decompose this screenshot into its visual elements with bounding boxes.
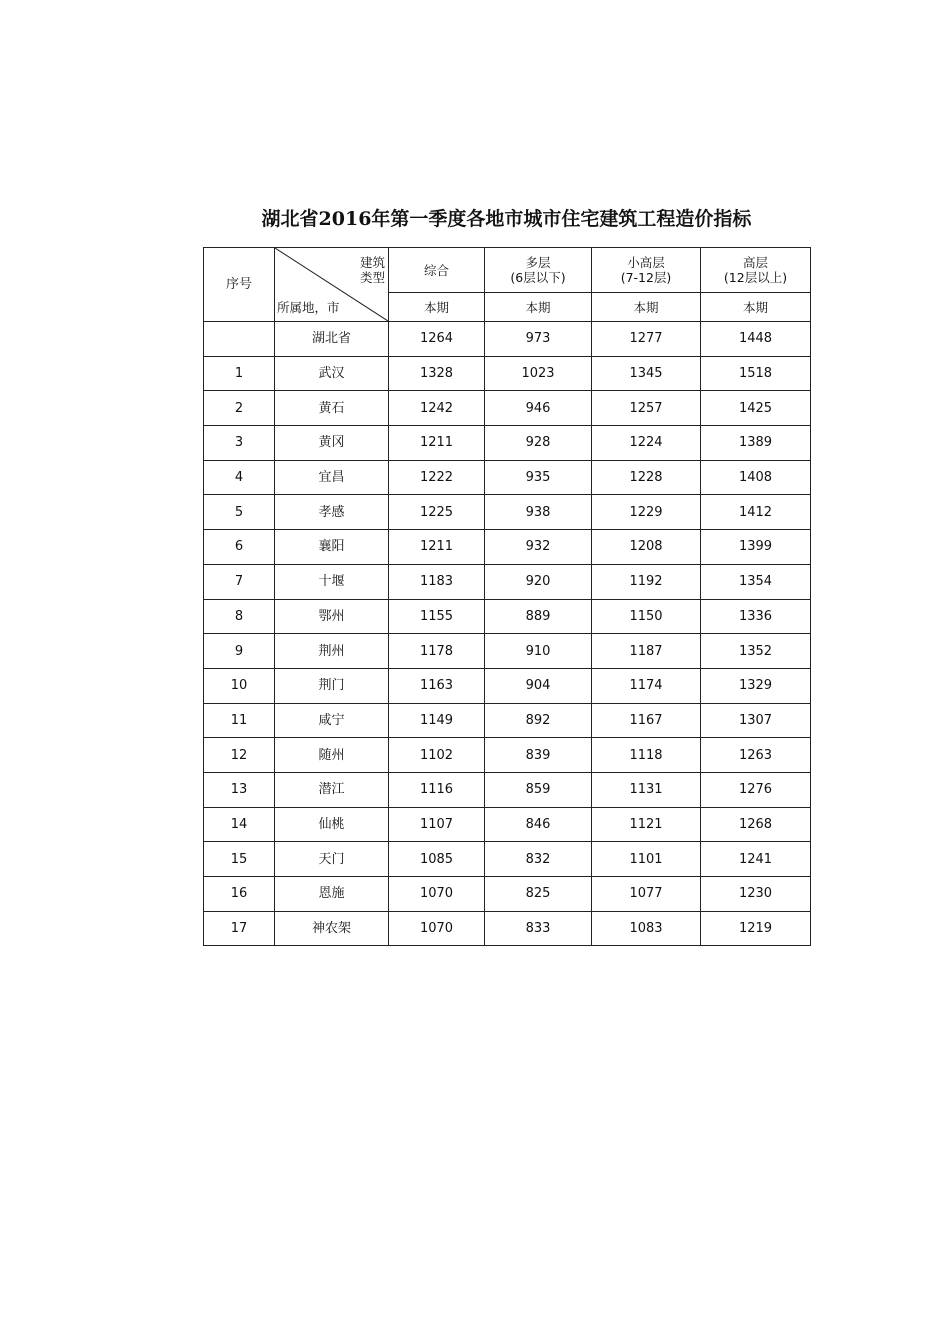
table-row bbox=[204, 772, 811, 807]
seq-cell: 8 bbox=[204, 599, 275, 634]
header-col-highrise bbox=[701, 248, 811, 293]
seq-cell: 4 bbox=[204, 460, 275, 495]
seq-cell: 13 bbox=[204, 772, 275, 807]
city-cell: 十堰 bbox=[275, 564, 389, 599]
value-cell: 1425 bbox=[701, 391, 811, 426]
value-cell: 1408 bbox=[701, 460, 811, 495]
value-cell: 1192 bbox=[592, 564, 701, 599]
value-cell: 1083 bbox=[592, 911, 701, 946]
value-cell: 1328 bbox=[389, 356, 485, 391]
value-cell: 1183 bbox=[389, 564, 485, 599]
table-row bbox=[204, 391, 811, 426]
value-cell: 1399 bbox=[701, 530, 811, 565]
value-cell: 1277 bbox=[592, 322, 701, 357]
header-col-midrise bbox=[592, 248, 701, 293]
cost-index-table bbox=[203, 247, 811, 946]
header-row bbox=[204, 248, 811, 293]
seq-cell: 17 bbox=[204, 911, 275, 946]
value-cell: 1070 bbox=[389, 911, 485, 946]
value-cell: 846 bbox=[485, 807, 592, 842]
value-cell: 1121 bbox=[592, 807, 701, 842]
value-cell: 1225 bbox=[389, 495, 485, 530]
value-cell: 1389 bbox=[701, 426, 811, 461]
value-cell: 932 bbox=[485, 530, 592, 565]
header-col-multistory bbox=[485, 248, 592, 293]
header-diagonal-cell bbox=[275, 248, 389, 322]
value-cell: 904 bbox=[485, 668, 592, 703]
table-row bbox=[204, 426, 811, 461]
value-cell: 1178 bbox=[389, 634, 485, 669]
value-cell: 910 bbox=[485, 634, 592, 669]
value-cell: 1242 bbox=[389, 391, 485, 426]
city-cell: 仙桃 bbox=[275, 807, 389, 842]
value-cell: 1352 bbox=[701, 634, 811, 669]
table-row bbox=[204, 877, 811, 912]
value-cell: 825 bbox=[485, 877, 592, 912]
seq-cell: 5 bbox=[204, 495, 275, 530]
diagonal-top-label bbox=[360, 255, 385, 285]
city-cell: 潜江 bbox=[275, 772, 389, 807]
value-cell: 1102 bbox=[389, 738, 485, 773]
header-col-composite bbox=[389, 248, 485, 293]
city-cell: 黄冈 bbox=[275, 426, 389, 461]
value-cell: 1023 bbox=[485, 356, 592, 391]
seq-cell: 7 bbox=[204, 564, 275, 599]
table-row bbox=[204, 599, 811, 634]
value-cell: 1307 bbox=[701, 703, 811, 738]
value-cell: 892 bbox=[485, 703, 592, 738]
table-row bbox=[204, 460, 811, 495]
value-cell: 1518 bbox=[701, 356, 811, 391]
table-row bbox=[204, 634, 811, 669]
city-cell: 湖北省 bbox=[275, 322, 389, 357]
city-cell: 宜昌 bbox=[275, 460, 389, 495]
value-cell: 1263 bbox=[701, 738, 811, 773]
col-subtitle: (7-12层) bbox=[620, 270, 672, 285]
col-title: 高层 bbox=[742, 255, 768, 270]
value-cell: 1107 bbox=[389, 807, 485, 842]
value-cell: 1101 bbox=[592, 842, 701, 877]
value-cell: 938 bbox=[485, 495, 592, 530]
value-cell: 1264 bbox=[389, 322, 485, 357]
seq-cell: 1 bbox=[204, 356, 275, 391]
city-cell: 荆州 bbox=[275, 634, 389, 669]
col-subtitle: (6层以下) bbox=[510, 270, 566, 285]
value-cell: 1118 bbox=[592, 738, 701, 773]
seq-cell: 12 bbox=[204, 738, 275, 773]
period-label: 本期 bbox=[389, 293, 485, 322]
value-cell: 1345 bbox=[592, 356, 701, 391]
seq-cell: 11 bbox=[204, 703, 275, 738]
value-cell: 1329 bbox=[701, 668, 811, 703]
seq-cell bbox=[204, 322, 275, 357]
value-cell: 1155 bbox=[389, 599, 485, 634]
value-cell: 1448 bbox=[701, 322, 811, 357]
seq-cell: 9 bbox=[204, 634, 275, 669]
city-cell: 随州 bbox=[275, 738, 389, 773]
value-cell: 935 bbox=[485, 460, 592, 495]
value-cell: 1276 bbox=[701, 772, 811, 807]
value-cell: 1187 bbox=[592, 634, 701, 669]
seq-cell: 3 bbox=[204, 426, 275, 461]
table-row bbox=[204, 703, 811, 738]
table-row bbox=[204, 322, 811, 357]
seq-cell: 16 bbox=[204, 877, 275, 912]
city-cell: 鄂州 bbox=[275, 599, 389, 634]
value-cell: 1149 bbox=[389, 703, 485, 738]
value-cell: 1085 bbox=[389, 842, 485, 877]
city-cell: 襄阳 bbox=[275, 530, 389, 565]
value-cell: 1230 bbox=[701, 877, 811, 912]
table-row bbox=[204, 911, 811, 946]
city-cell: 神农架 bbox=[275, 911, 389, 946]
table-row bbox=[204, 807, 811, 842]
city-cell: 恩施 bbox=[275, 877, 389, 912]
col-title: 多层 bbox=[525, 255, 551, 270]
period-label: 本期 bbox=[592, 293, 701, 322]
value-cell: 1131 bbox=[592, 772, 701, 807]
table-row bbox=[204, 668, 811, 703]
table-row bbox=[204, 564, 811, 599]
table-row bbox=[204, 356, 811, 391]
value-cell: 1219 bbox=[701, 911, 811, 946]
value-cell: 1163 bbox=[389, 668, 485, 703]
seq-cell: 2 bbox=[204, 391, 275, 426]
value-cell: 1211 bbox=[389, 426, 485, 461]
diagonal-bottom-label: 所属地，市 bbox=[277, 300, 340, 315]
value-cell: 1268 bbox=[701, 807, 811, 842]
value-cell: 973 bbox=[485, 322, 592, 357]
city-cell: 荆门 bbox=[275, 668, 389, 703]
value-cell: 1174 bbox=[592, 668, 701, 703]
value-cell: 1336 bbox=[701, 599, 811, 634]
value-cell: 1229 bbox=[592, 495, 701, 530]
value-cell: 839 bbox=[485, 738, 592, 773]
value-cell: 1412 bbox=[701, 495, 811, 530]
city-cell: 天门 bbox=[275, 842, 389, 877]
value-cell: 859 bbox=[485, 772, 592, 807]
city-cell: 黄石 bbox=[275, 391, 389, 426]
value-cell: 920 bbox=[485, 564, 592, 599]
table-row bbox=[204, 495, 811, 530]
value-cell: 889 bbox=[485, 599, 592, 634]
table-row bbox=[204, 530, 811, 565]
value-cell: 1167 bbox=[592, 703, 701, 738]
value-cell: 1208 bbox=[592, 530, 701, 565]
page-title: 湖北省2016年第一季度各地市城市住宅建筑工程造价指标 bbox=[261, 208, 752, 230]
col-title: 综合 bbox=[423, 262, 449, 278]
value-cell: 1116 bbox=[389, 772, 485, 807]
col-title: 小高层 bbox=[627, 255, 665, 270]
value-cell: 928 bbox=[485, 426, 592, 461]
period-label: 本期 bbox=[701, 293, 811, 322]
value-cell: 1222 bbox=[389, 460, 485, 495]
diagonal-top-line-1: 建筑 bbox=[359, 255, 385, 270]
seq-cell: 14 bbox=[204, 807, 275, 842]
value-cell: 1211 bbox=[389, 530, 485, 565]
city-cell: 咸宁 bbox=[275, 703, 389, 738]
value-cell: 1077 bbox=[592, 877, 701, 912]
table-body bbox=[204, 322, 811, 946]
value-cell: 1070 bbox=[389, 877, 485, 912]
header-seq: 序号 bbox=[204, 248, 275, 322]
value-cell: 1241 bbox=[701, 842, 811, 877]
value-cell: 1257 bbox=[592, 391, 701, 426]
seq-cell: 15 bbox=[204, 842, 275, 877]
col-subtitle: (12层以上) bbox=[723, 270, 788, 285]
value-cell: 1150 bbox=[592, 599, 701, 634]
city-cell: 孝感 bbox=[275, 495, 389, 530]
seq-cell: 6 bbox=[204, 530, 275, 565]
value-cell: 833 bbox=[485, 911, 592, 946]
table-row bbox=[204, 738, 811, 773]
value-cell: 832 bbox=[485, 842, 592, 877]
value-cell: 1224 bbox=[592, 426, 701, 461]
diagonal-top-line-2: 类型 bbox=[359, 270, 385, 285]
seq-cell: 10 bbox=[204, 668, 275, 703]
value-cell: 1228 bbox=[592, 460, 701, 495]
city-cell: 武汉 bbox=[275, 356, 389, 391]
period-label: 本期 bbox=[485, 293, 592, 322]
value-cell: 946 bbox=[485, 391, 592, 426]
table-row bbox=[204, 842, 811, 877]
value-cell: 1354 bbox=[701, 564, 811, 599]
